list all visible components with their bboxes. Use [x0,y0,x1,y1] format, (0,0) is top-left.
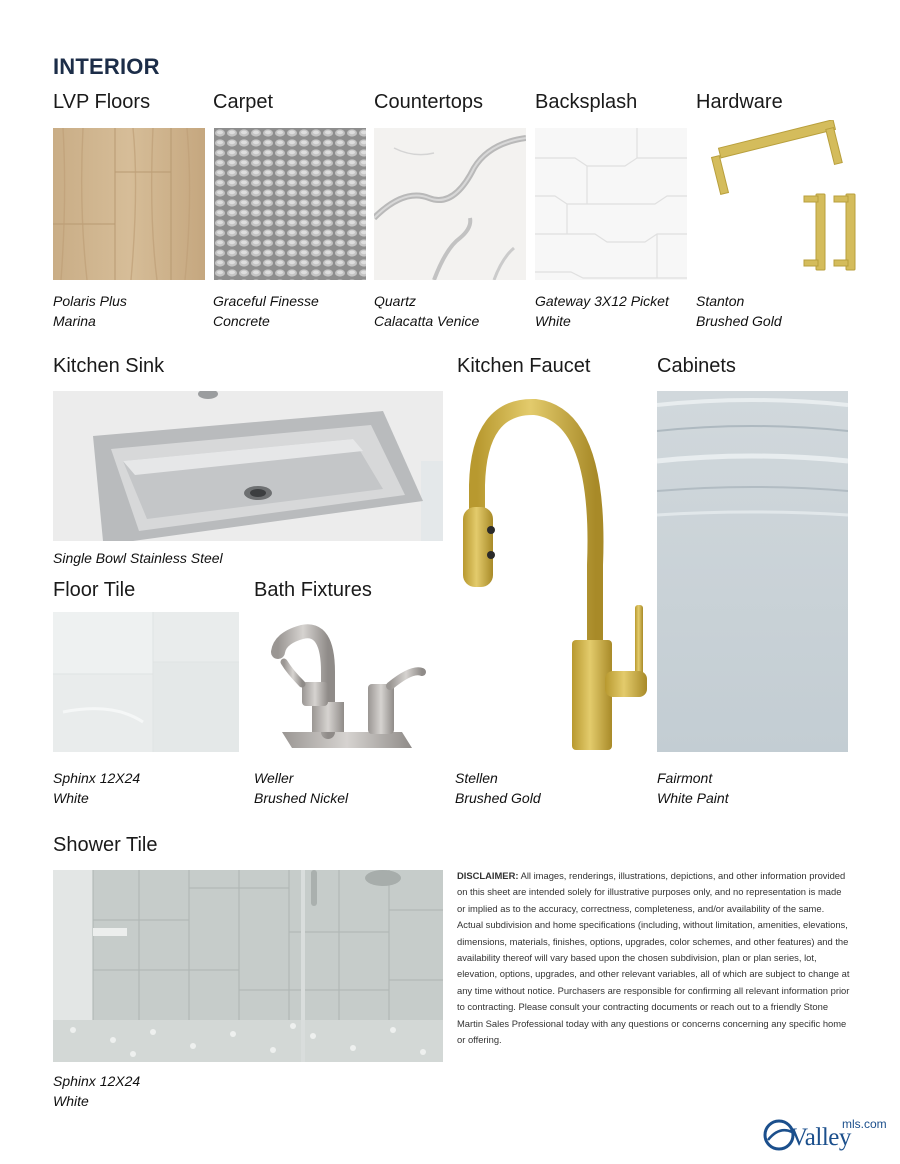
cabinets-swatch [657,391,848,752]
carpet-swatch [214,128,366,280]
floor-tile-product: Sphinx 12X24 [53,770,141,786]
kitchen-faucet-heading: Kitchen Faucet [457,355,591,377]
hardware-caption [696,291,782,331]
kitchen-sink-image [53,391,443,541]
bath-fixture-image [262,612,432,752]
kitchen-faucet-caption [455,768,541,808]
floor-tile-caption [53,768,140,808]
hardware-heading: Hardware [696,91,783,113]
cabinets-heading: Cabinets [657,355,736,377]
backsplash-product: Gateway 3X12 Picket [535,293,669,309]
lvp-floors-product: Polaris Plus [53,293,127,309]
floor-tile-swatch [53,612,239,752]
bath-fixtures-caption [254,768,348,808]
shower-tile-image [53,870,443,1062]
kitchen-sink-heading: Kitchen Sink [53,355,165,377]
logo-brand-text: Valley [790,1124,851,1151]
bath-fixtures-color: Brushed Nickel [254,790,349,806]
lvp-floor-swatch [53,128,205,280]
countertops-product: Quartz [374,293,417,309]
lvp-floors-heading: LVP Floors [53,91,151,113]
floor-tile-heading: Floor Tile [53,579,136,601]
kitchen-sink-product: Single Bowl Stainless Steel [53,550,223,566]
kitchen-faucet-image [455,395,655,760]
disclaimer-text [457,868,852,1048]
carpet-heading: Carpet [213,91,274,113]
floor-tile-color: White [53,790,89,806]
shower-tile-caption [53,1071,140,1111]
backsplash-heading: Backsplash [535,91,638,113]
countertops-color: Calacatta Venice [374,313,480,329]
countertop-swatch [374,128,526,280]
carpet-color: Concrete [213,313,270,329]
hardware-color: Brushed Gold [696,313,782,329]
page-title: INTERIOR [53,54,160,79]
carpet-caption [213,291,319,331]
backsplash-color: White [535,313,571,329]
kitchen-sink-caption [53,548,223,568]
shower-tile-product: Sphinx 12X24 [53,1073,141,1089]
backsplash-swatch [535,128,687,280]
bath-fixtures-heading: Bath Fixtures [254,579,372,601]
disclaimer-lead: DISCLAIMER: [457,870,519,881]
disclaimer-body: All images, renderings, illustrations, depictions, and other information provided on this sheet are intended solely for illustrative purposes only, and no representation is made or implied as to the accuracy, correctness, completeness, and/or availability of the same. Actual subdivision and home specifications (including, without limitation, amenities, elevations, dimensions, materials, finishes, options, upgrades, color schemes, and other features) and the availability thereof will vary based upon the chosen subdivision, plan or plan series, lot, elevation, options, upgrades, and other relevant variables, all of which are subject to change at any time without notice. Purchasers are responsible for confirming all relevant information prior to contracting. Please consult your contracting documents or reach out to a friendly Stone Martin Sales Professional today with any questions or concerns concerning any specific home or offering. [457,870,850,1046]
logo-domain-text: mls.com [842,1117,887,1131]
bath-fixtures-product: Weller [254,770,294,786]
hardware-pulls-image [696,120,866,280]
cabinets-caption [657,768,729,808]
kitchen-faucet-color: Brushed Gold [455,790,541,806]
cabinets-product: Fairmont [657,770,713,786]
lvp-floors-caption [53,291,127,331]
shower-tile-heading: Shower Tile [53,834,158,856]
valleymls-logo [762,1114,887,1154]
countertops-heading: Countertops [374,91,483,113]
backsplash-caption [535,291,669,331]
lvp-floors-color: Marina [53,313,96,329]
kitchen-faucet-product: Stellen [455,770,498,786]
carpet-product: Graceful Finesse [213,293,319,309]
countertops-caption [374,291,479,331]
cabinets-color: White Paint [657,790,729,806]
shower-tile-color: White [53,1093,89,1109]
hardware-product: Stanton [696,293,745,309]
